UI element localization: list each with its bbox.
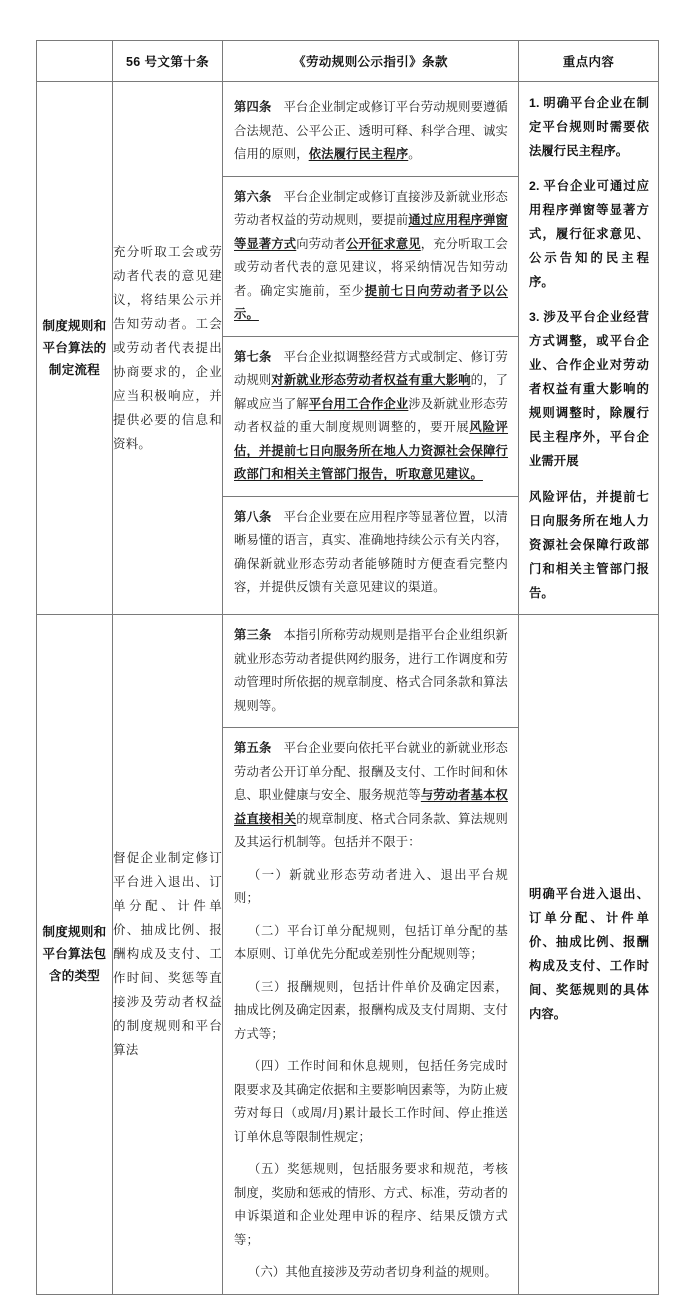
keypoint-item: [529, 91, 649, 163]
category-label: 制度规则和平台算法的制定流程: [42, 319, 107, 377]
highlighted-text: 对新就业形态劳动者权益有重大影响: [271, 373, 471, 388]
keypoint-text: 明确平台企业在制定平台规则时需要依法履行民主程序。: [529, 96, 649, 158]
article-enumerated-item: （五）奖惩规则，包括服务要求和规范，考核制度，奖励和惩戒的情形、方式、标准，劳动者的申诉渠道和企业处理申诉的程序、结果反馈方式等；: [234, 1162, 508, 1247]
keypoint-list: [519, 82, 658, 614]
keypoint-item: [529, 174, 649, 294]
article-text: 。: [408, 147, 421, 162]
article-text: ，充分听取工会或劳动者代表的意见建议，将采纳情况告知劳动者。确定实施前，至少: [234, 236, 508, 298]
article-enumerated-item: （二）平台订单分配规则，包括订单分配的基本原则、订单优先分配或差别性分配规则等；: [234, 923, 508, 961]
article-text: 向劳动者: [296, 236, 347, 251]
header-keypoints: 重点内容: [519, 41, 659, 82]
doc56-text: 充分听取工会或劳动者代表的意见建议，将结果公示并告知劳动者。工会或劳动者代表提出协商要求的，企业应当积极响应，并提供必要的信息和资料。: [113, 245, 222, 451]
keypoint-number: 1.: [529, 96, 540, 110]
header-guideline: 《劳动规则公示指引》条款: [223, 41, 519, 82]
article-text: 平台企业制定或修订平台劳动规则要遵循合法规范、公平公正、透明可释、科学合理、诚实信用的原则，: [234, 100, 508, 162]
article-number: 第四条: [234, 100, 272, 115]
article-paragraph: [234, 737, 508, 855]
article-number: 第五条: [234, 741, 272, 755]
table-header: [37, 41, 659, 82]
article-text: 的，了解或应当了解: [234, 373, 509, 411]
keypoint-number: 3.: [529, 310, 540, 324]
table-row: [37, 615, 659, 1295]
article-list: [223, 87, 518, 609]
highlighted-text: 与劳动者基本权益直接相关: [234, 788, 508, 826]
highlighted-text: 依法履行民主程序: [308, 147, 409, 162]
article-paragraph: [234, 186, 508, 327]
article-paragraph: [234, 624, 508, 718]
article-block: [223, 497, 518, 609]
highlighted-text: 提前七日向劳动者予以公示。: [234, 283, 508, 322]
article-paragraph: [234, 346, 508, 487]
keypoint-number: 2.: [529, 179, 540, 193]
header-row: [37, 41, 659, 82]
keypoint-list: [519, 873, 658, 1035]
article-number: 第三条: [234, 628, 272, 642]
article-text: 平台企业拟调整经营方式或制定、修订劳动规则: [234, 349, 508, 388]
article-number: 第六条: [234, 189, 272, 204]
row-category-2: [37, 615, 113, 1295]
keypoint-text: 涉及平台企业经营方式调整，或平台企业、合作企业对劳动者权益有重大影响的规则调整时，除履行民主程序外，平台企业需开展: [529, 310, 649, 468]
article-block: [223, 177, 518, 337]
keypoint-text: 明确平台进入退出、订单分配、计件单价、抽成比例、报酬构成及支付、工作时间、奖惩规则的具体内容。: [529, 887, 649, 1022]
keypoint-item: [529, 305, 649, 605]
header-doc56: 56 号文第十条: [113, 41, 223, 82]
category-label: 制度规则和平台算法包含的类型: [42, 925, 107, 984]
row-keypoints-2: [519, 615, 659, 1295]
header-category: [37, 41, 113, 82]
article-enumerated-item: （三）报酬规则，包括计件单价及确定因素，抽成比例及确定因素，报酬构成及支付周期、支付方式等；: [234, 979, 508, 1041]
keypoint-text-continued: 风险评估，并提前七日向服务所在地人力资源社会保障行政部门和相关主管部门报告。: [529, 490, 649, 600]
highlighted-text: 通过应用程序弹窗等显著方式: [234, 213, 509, 251]
row-keypoints-1: [519, 82, 659, 615]
highlighted-text: 平台用工合作企业: [308, 396, 409, 411]
highlighted-text: 公开征求意见: [346, 236, 421, 251]
article-enumerated-item: （一）新就业形态劳动者进入、退出平台规则；: [234, 867, 508, 905]
table-row: [37, 82, 659, 615]
row-doc56-2: [113, 615, 223, 1295]
article-paragraph: [234, 96, 508, 167]
policy-comparison-table: [36, 40, 659, 1295]
article-number: 第八条: [234, 509, 272, 524]
keypoint-spacer: [529, 473, 649, 485]
article-text: 平台企业要在应用程序等显著位置，以清晰易懂的语言，真实、准确地持续公示有关内容，确保新就业形态劳动者能够随时方便查看完整内容，并提供反馈有关意见建议的渠道。: [234, 509, 508, 595]
article-list: [223, 615, 518, 1294]
row-articles-1: [223, 82, 519, 615]
highlighted-text: 风险评估，并提前七日向服务所在地人力资源社会保障行政部门和相关主管部门报告，听取意见建议。: [234, 420, 509, 482]
article-text: 的规章制度、格式合同条款、算法规则及其运行机制等。包括并不限于：: [234, 811, 508, 849]
doc56-text: 督促企业制定修订平台进入退出、订单分配、计件单价、抽成比例、报酬构成及支付、工作时间、奖惩等直接涉及劳动者权益的制度规则和平台算法: [113, 851, 222, 1058]
article-text: 平台企业制定或修订直接涉及新就业形态劳动者权益的劳动规则，要提前: [234, 189, 508, 228]
keypoint-item: [529, 882, 649, 1026]
keypoint-text: 平台企业可通过应用程序弹窗等显著方式，履行征求意见、公示告知的民主程序。: [529, 179, 649, 289]
table-body: [37, 82, 659, 1295]
row-category-1: [37, 82, 113, 615]
article-enumerated-item: （六）其他直接涉及劳动者切身利益的规则。: [248, 1265, 497, 1279]
article-text: 涉及新就业形态劳动者权益的重大制度规则调整的，要开展: [234, 396, 509, 435]
row-doc56-1: [113, 82, 223, 615]
article-text: 本指引所称劳动规则是指平台企业组织新就业形态劳动者提供网约服务，进行工作调度和劳动管理时所依据的规章制度、格式合同条款和算法规则等。: [234, 628, 508, 713]
article-paragraph: [234, 506, 508, 600]
article-block: [223, 87, 518, 177]
article-number: 第七条: [234, 349, 272, 364]
row-articles-2: [223, 615, 519, 1295]
article-enumerated-item: （四）工作时间和休息规则，包括任务完成时限要求及其确定依据和主要影响因素等，为防止疲劳对每日（或周/月)累计最长工作时间、停止推送订单休息等限制性规定；: [234, 1059, 508, 1144]
article-block: [223, 615, 518, 728]
article-block: [223, 728, 518, 1294]
article-text: 平台企业要向依托平台就业的新就业形态劳动者公开订单分配、报酬及支付、工作时间和休息、职业健康与安全、服务规范等: [234, 741, 508, 802]
article-block: [223, 337, 518, 497]
